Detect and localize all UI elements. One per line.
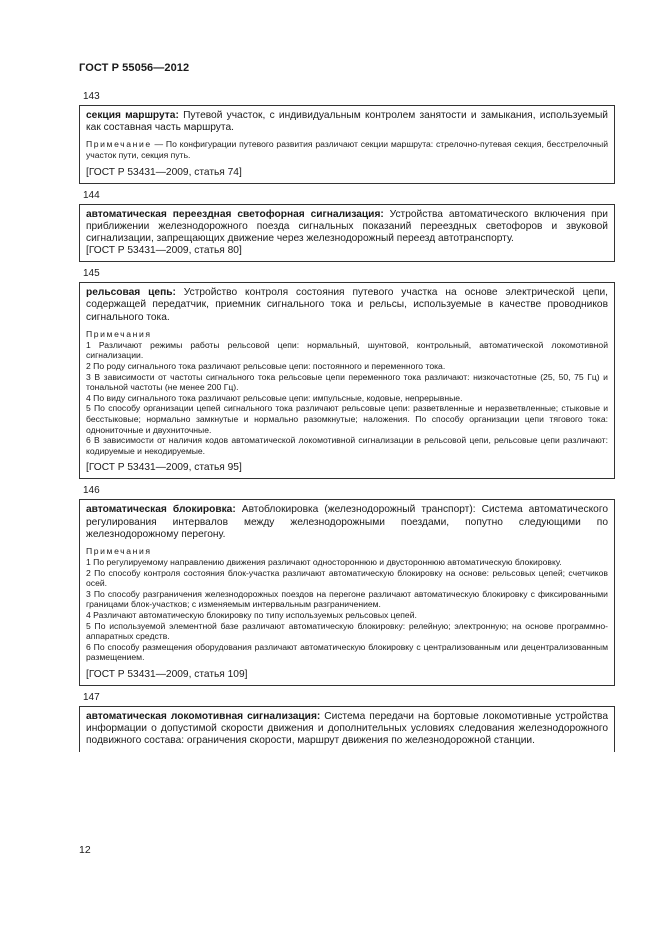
note: 6 По способу размещения оборудования различают автоматическую блокировку с централизованным или децентрализованным размещением. — [86, 641, 608, 663]
notes-title: Примечания — [86, 328, 152, 339]
definition-text: Система передачи на бортовые локомотивные устройства информации о допустимой скорости движения и дополнительных условиях следования железнодорожного подвижного состава: ограничения скорости, маршрут движения по железнодорожной станции. — [86, 710, 609, 747]
term-entry — [79, 499, 615, 686]
entry-number: 143 — [83, 91, 100, 102]
note-text: — По конфигурации путевого развития различают секции маршрута: стрелочно-путевая секция, бесстрелочный участок пути, секция путь. — [86, 139, 608, 160]
term: автоматическая локомотивная сигнализация: — [86, 710, 321, 722]
definition-text: Устройство контроля состояния путевого участка на основе электрической цепи, содержащей передатчик, приемник сигнального тока и рельсы, используемые в качестве проводников сигнального тока. — [86, 287, 608, 323]
definition — [86, 504, 608, 541]
note: 2 По роду сигнального тока различают рельсовые цепи: постоянного и переменного тока. — [86, 361, 446, 371]
definition — [86, 209, 608, 246]
reference: [ГОСТ Р 53431—2009, статья 95] — [86, 462, 242, 474]
note: 1 По регулируемому направлению движения различают одностороннюю и двустороннюю автоматическую блокировку. — [86, 556, 562, 567]
page-number: 12 — [79, 844, 91, 856]
note-label: Примечание — [86, 139, 152, 150]
note: 5 По используемой элементной базе различают автоматическую блокировку: релейную; электронную; на основе программно-аппаратных средств. — [86, 620, 608, 642]
term-entry — [79, 282, 615, 479]
term-entry — [79, 706, 615, 752]
reference: [ГОСТ Р 53431—2009, статья 74] — [86, 166, 242, 178]
notes-title: Примечания — [86, 545, 152, 556]
definition-text: Автоблокировка (железнодорожный транспорт): Система автоматического регулирования интервалов между железнодорожными поездами, попутно следующими по железнодорожному перегону. — [86, 504, 608, 540]
term: автоматическая блокировка: — [86, 504, 236, 516]
entry-number: 146 — [83, 485, 100, 497]
definition-text: Путевой участок, с индивидуальным контролем занятости и замыкания, используемый как составная часть маршрута. — [86, 110, 608, 134]
entry-number: 144 — [83, 189, 100, 201]
note: 3 По способу разграничения железнодорожных поездов на перегоне различают автоматическую блокировку с фиксированными границами блок-участков; с изменяемым интервальным разграничением. — [86, 588, 608, 610]
note: 6 В зависимости от наличия кодов автоматической локомотивной сигнализации в рельсовой цепи, рельсовые цепи различают: кодируемые и некодируемые. — [86, 435, 608, 456]
definition — [86, 110, 608, 134]
definition — [86, 287, 608, 324]
term-entry — [79, 204, 615, 263]
term: рельсовая цепь: — [86, 287, 176, 299]
reference: [ГОСТ Р 53431—2009, статья 109] — [86, 668, 248, 680]
note — [86, 139, 608, 160]
term: автоматическая переездная светофорная сигнализация: — [86, 208, 384, 220]
note: 4 По виду сигнального тока различают рельсовые цепи: импульсные, кодовые, непрерывные. — [86, 392, 463, 403]
term-entry — [79, 105, 615, 184]
document-header: ГОСТ Р 55056—2012 — [79, 62, 190, 74]
reference: [ГОСТ Р 53431—2009, статья 80] — [86, 245, 242, 257]
terms-list — [79, 90, 615, 757]
note: 1 Различают режимы работы рельсовой цепи: нормальный, шунтовой, контрольный, автоматической локомотивной сигнализации. — [86, 339, 608, 361]
entry-number: 145 — [83, 268, 100, 280]
definition — [86, 711, 608, 748]
note: 3 В зависимости от частоты сигнального тока рельсовые цепи переменного тока различают: низкочастотные (25, 50, 75 Гц) и тональной частоты (не менее 200 Гц). — [86, 371, 608, 393]
note: 4 Различают автоматическую блокировку по типу используемых рельсовых цепей. — [86, 609, 417, 620]
term: секция маршрута: — [86, 110, 179, 121]
note: 5 По способу организации цепей сигнального тока различают рельсовые цепи: разветвленные и неразветвленные; стыковые и бесстыковые; нормально замкнутые и нормально разомкнутые; наложения. По способу организации цепи тягового тока: однониточные и двухниточные. — [86, 403, 608, 435]
note: 2 По способу контроля состояния блок-участка различают автоматическую блокировку на основе: рельсовых цепей; счетчиков осей. — [86, 567, 608, 589]
entry-number: 147 — [83, 691, 100, 703]
definition-text: Устройства автоматического включения при приближении железнодорожного поезда сигнальных показаний переездных светофоров и звуковой сигнализации, запрещающих движение через железнодорожный переезд автотранспорту. — [86, 208, 608, 244]
